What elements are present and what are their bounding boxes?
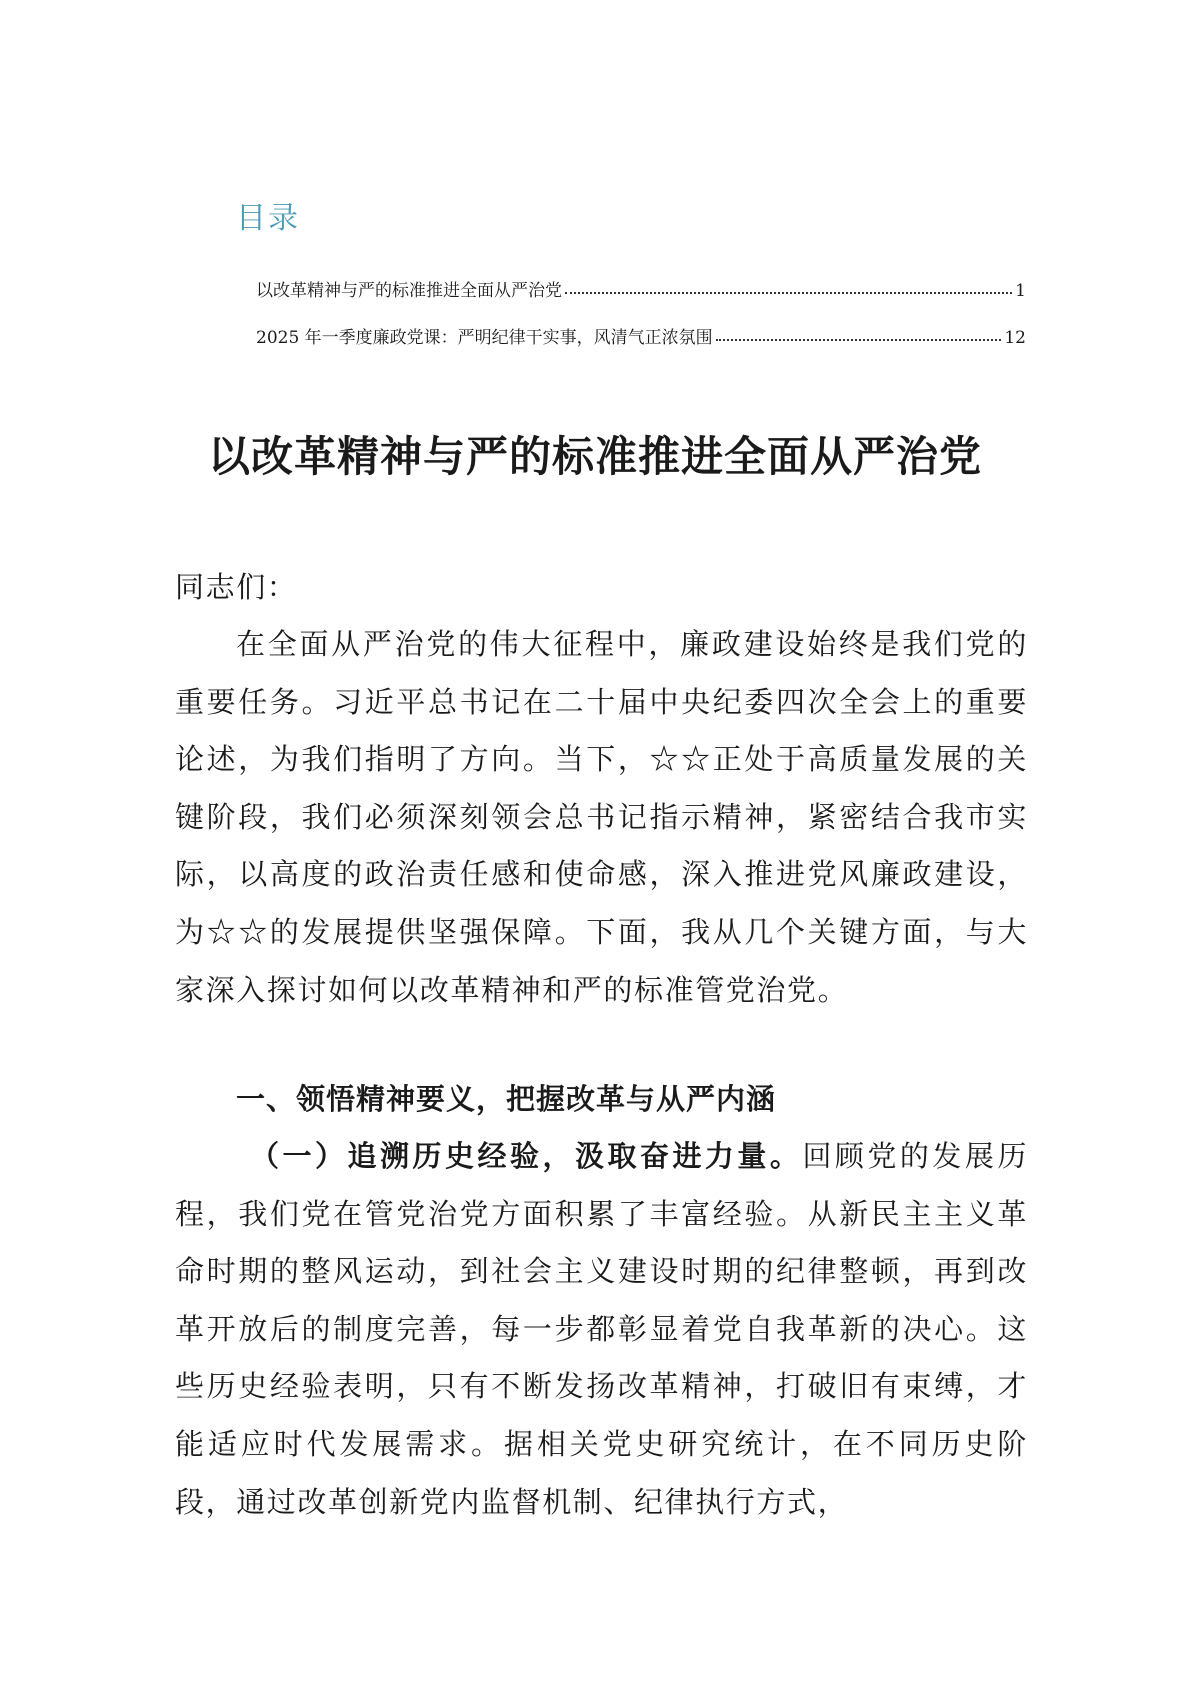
toc-entry-title[interactable]: 以改革精神与严的标准推进全面从严治党 <box>256 281 562 301</box>
section-heading: 一、领悟精神要义，把握改革与从严内涵 <box>236 1082 777 1116</box>
body-paragraph <box>175 1128 1028 1531</box>
salutation: 同志们： <box>175 570 298 604</box>
toc-entry[interactable] <box>256 330 1026 347</box>
toc-entry[interactable] <box>256 283 1026 300</box>
toc-dot-leader <box>716 338 1002 341</box>
subsection-text: 回顾党的发展历程，我们党在管党治党方面积累了丰富经验。从新民主主义革命时期的整风运动，到社会主义建设时期的纪律整顿，再到改革开放后的制度完善，每一步都彰显着党自我革新的决心。这些历史经验表明，只有不断发扬改革精神，打破旧有束缚，才能适应时代发展需求。据相关党史研究统计，在不同历史阶段，通过改革创新党内监督机制、纪律执行方式， <box>175 1139 1029 1519</box>
subsection-heading: （一）追溯历史经验，汲取奋进力量。 <box>250 1139 803 1173</box>
toc-entry-page[interactable]: 1 <box>1015 281 1026 301</box>
body-paragraph: 在全面从严治党的伟大征程中，廉政建设始终是我们党的重要任务。习近平总书记在二十届中央纪委四次全会上的重要论述，为我们指明了方向。当下，☆☆正处于高质量发展的关键阶段，我们必须深刻领会总书记指示精神，紧密结合我市实际，以高度的政治责任感和使命感，深入推进党风廉政建设，为☆☆的发展提供坚强保障。下面，我从几个关键方面，与大家深入探讨如何以改革精神和严的标准管党治党。 <box>175 627 1028 1007</box>
article-title: 以改革精神与严的标准推进全面从严治党 <box>207 432 982 481</box>
toc-entry-title[interactable]: 2025 年一季度廉政党课：严明纪律干实事，风清气正浓氛围 <box>256 328 713 348</box>
toc-heading: 目录 <box>236 201 300 236</box>
toc-dot-leader <box>565 291 1012 294</box>
toc-entry-page[interactable]: 12 <box>1004 328 1026 348</box>
